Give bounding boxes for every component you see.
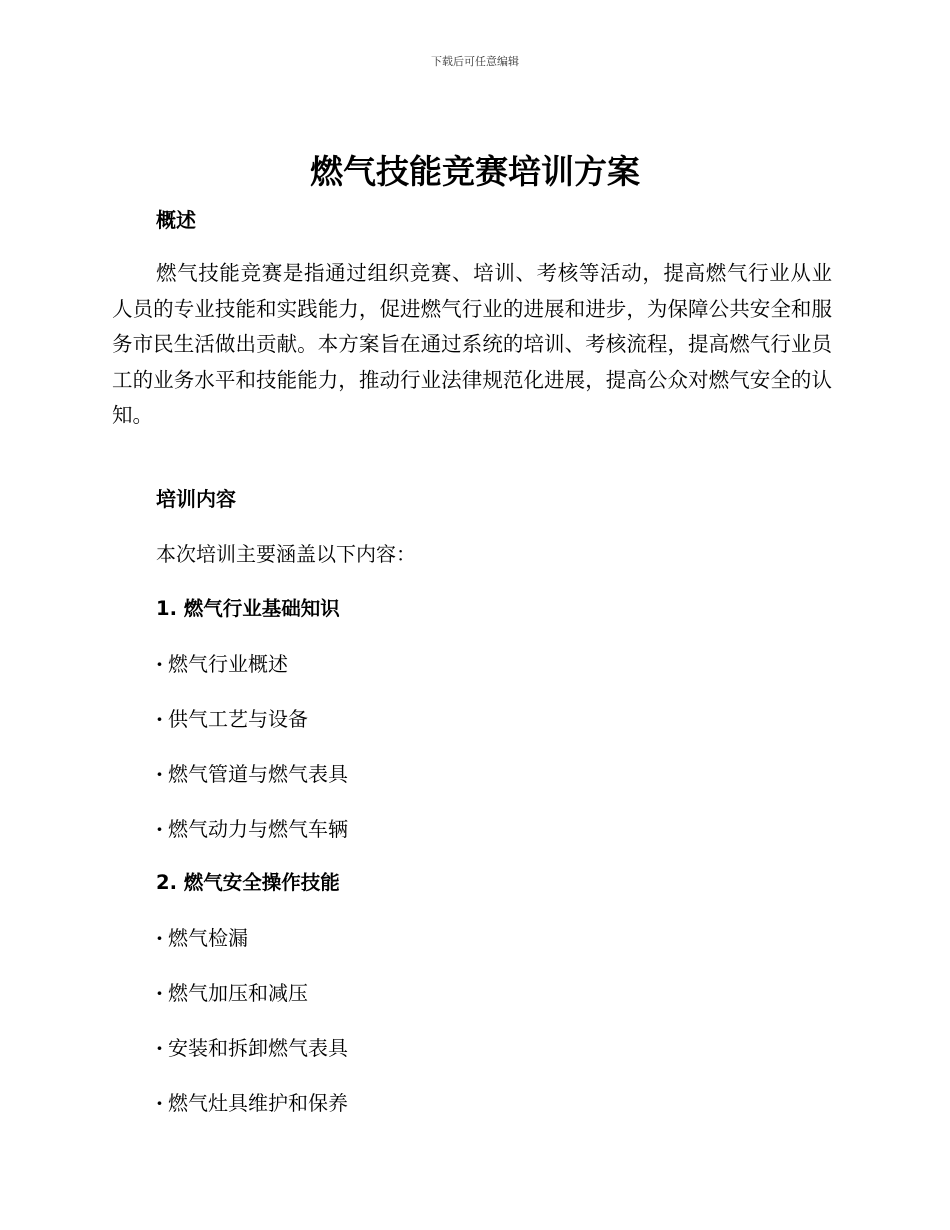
training-intro: 本次培训主要涵盖以下内容： <box>156 542 416 566</box>
bullet-icon: · <box>156 981 163 1005</box>
overview-paragraph: 燃气技能竞赛是指通过组织竞赛、培训、考核等活动，提高燃气行业从业人员的专业技能和实践能力，促进燃气行业的进展和进步，为保障公共安全和服务市民生活做出贡献。本方案旨在通过系统的培训、考核流程，提高燃气行业员工的业务水平和技能能力，推动行业法律规范化进展，提高公众对燃气安全的认知。 <box>112 261 832 427</box>
list-item <box>156 815 348 843</box>
section-title-basics: 1. 燃气行业基础知识 <box>156 597 340 620</box>
list-item-text: 燃气行业概述 <box>168 652 288 676</box>
list-item <box>156 760 348 788</box>
document-title: 燃气技能竞赛培训方案 <box>310 152 640 191</box>
page-header-note: 下载后可任意编辑 <box>431 55 519 68</box>
list-item <box>156 705 308 733</box>
list-item-text: 燃气加压和减压 <box>168 981 308 1005</box>
list-item <box>156 979 308 1007</box>
list-item-text: 燃气管道与燃气表具 <box>168 762 348 786</box>
bullet-icon: · <box>156 652 163 676</box>
list-item-text: 供气工艺与设备 <box>168 707 308 731</box>
list-item <box>156 924 248 952</box>
bullet-icon: · <box>156 926 163 950</box>
bullet-icon: · <box>156 1091 163 1115</box>
list-item <box>156 1089 348 1117</box>
list-item-text: 燃气检漏 <box>168 926 248 950</box>
list-item <box>156 650 288 678</box>
list-item-text: 安装和拆卸燃气表具 <box>168 1036 348 1060</box>
list-item-text: 燃气灶具维护和保养 <box>168 1091 348 1115</box>
list-item-text: 燃气动力与燃气车辆 <box>168 817 348 841</box>
bullet-icon: · <box>156 1036 163 1060</box>
training-content-heading: 培训内容 <box>156 487 236 511</box>
overview-heading: 概述 <box>156 208 196 232</box>
section-title-safety: 2. 燃气安全操作技能 <box>156 871 340 894</box>
bullet-icon: · <box>156 707 163 731</box>
list-item <box>156 1034 348 1062</box>
bullet-icon: · <box>156 817 163 841</box>
bullet-icon: · <box>156 762 163 786</box>
